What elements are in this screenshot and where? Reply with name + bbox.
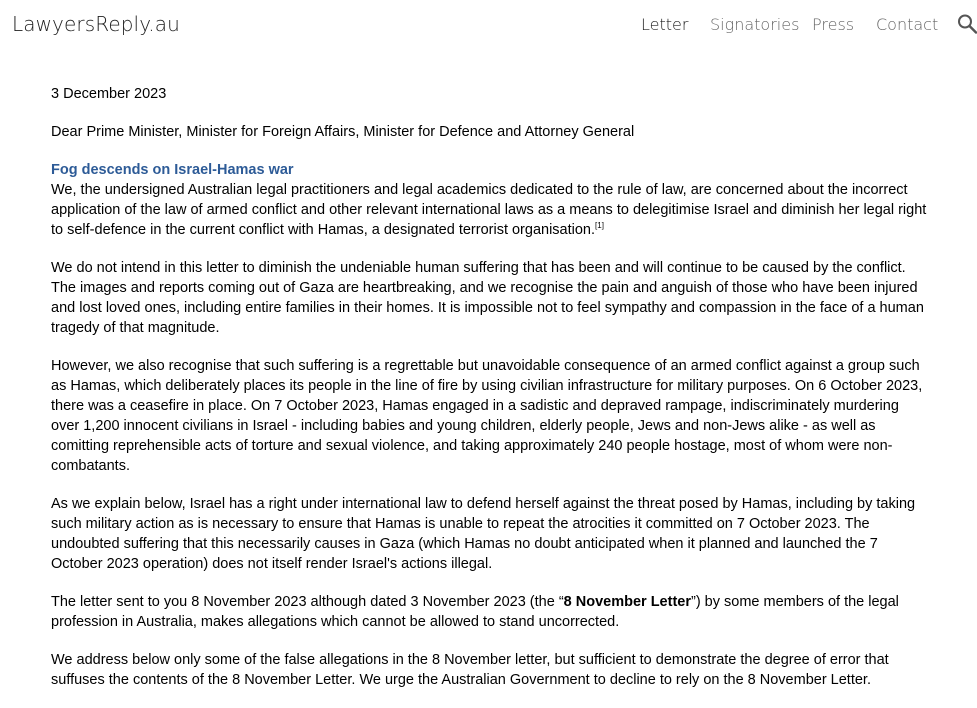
nav-item-press[interactable]: Press xyxy=(812,15,855,34)
paragraph-5-bold-term: 8 November Letter xyxy=(563,594,691,610)
paragraph-3: However, we also recognise that such suffering is a regrettable but unavoidable consequence of an armed conflict against a group such as Hamas, which deliberately places its people in the line of fire by using civilian infrastructure for military purposes. On 6 October 2023, there was a ceasefire in place. On 7 October 2023, Hamas engaged in a sadistic and depraved rampage, indiscriminately murdering over 1,200 innocent civilians in Israel - including babies and young children, elderly people, Jews and non-Jews alike - as well as comitting reprehensible acts of torture and sexual violence, and taking approximately 240 people hostage, most of whom were non-combatants. xyxy=(51,358,923,474)
paragraph-2: We do not intend in this letter to diminish the undeniable human suffering that has been and will continue to be caused by the conflict. The images and reports coming out of Gaza are heartbreaking, and we recognise the pain and anguish of those who have been injured and lost loved ones, including entire families in their homes. It is impossible not to feel sympathy and compassion in the face of a human tragedy of that magnitude. xyxy=(51,260,924,336)
search-icon[interactable] xyxy=(957,13,977,35)
site-header xyxy=(0,0,977,52)
paragraph-5-text-b: ”) by some members of the legal profession in Australia, makes allegations which cannot be allowed to stand uncorrected. xyxy=(51,594,899,630)
nav-item-letter[interactable]: Letter xyxy=(641,15,689,34)
letter-salutation: Dear Prime Minister, Minister for Foreign Affairs, Minister for Defence and Attorney General xyxy=(51,124,635,140)
nav-item-contact[interactable]: Contact xyxy=(876,15,939,34)
paragraph-4: As we explain below, Israel has a right under international law to defend herself against the threat posed by Hamas, including by taking such military action as is necessary to ensure that Hamas is unable to repeat the atrocities it committed on 7 October 2023. The undoubted suffering that this necessarily causes in Gaza (which Hamas no doubt anticipated when it planned and launched the 7 October 2023 operation) does not itself render Israel's actions illegal. xyxy=(51,496,916,572)
letter-body xyxy=(51,84,931,708)
paragraph-6: We address below only some of the false allegations in the 8 November letter, but sufficient to demonstrate the degree of error that suffuses the contents of the 8 November Letter. We urge the Australian Government to decline to rely on the 8 November Letter. xyxy=(51,652,889,688)
paragraph-1 xyxy=(51,180,931,240)
nav-item-signatories[interactable]: Signatories xyxy=(710,15,800,34)
letter-date: 3 December 2023 xyxy=(51,86,167,102)
footnote-link[interactable]: [1] xyxy=(595,221,604,231)
paragraph-1-text: We, the undersigned Australian legal practitioners and legal academics dedicated to the rule of law, are concerned about the incorrect application of the law of armed conflict and other relevant international laws as a means to delegitimise Israel and diminish her legal right to self-defence in the current conflict with Hamas, a designated terrorist organisation. xyxy=(51,182,927,238)
site-logo[interactable]: LawyersReply.au xyxy=(12,12,180,36)
letter-heading: Fog descends on Israel-Hamas war xyxy=(51,162,294,178)
paragraph-5-text-a: The letter sent to you 8 November 2023 although dated 3 November 2023 (the “ xyxy=(51,594,564,610)
paragraph-5 xyxy=(51,592,931,632)
